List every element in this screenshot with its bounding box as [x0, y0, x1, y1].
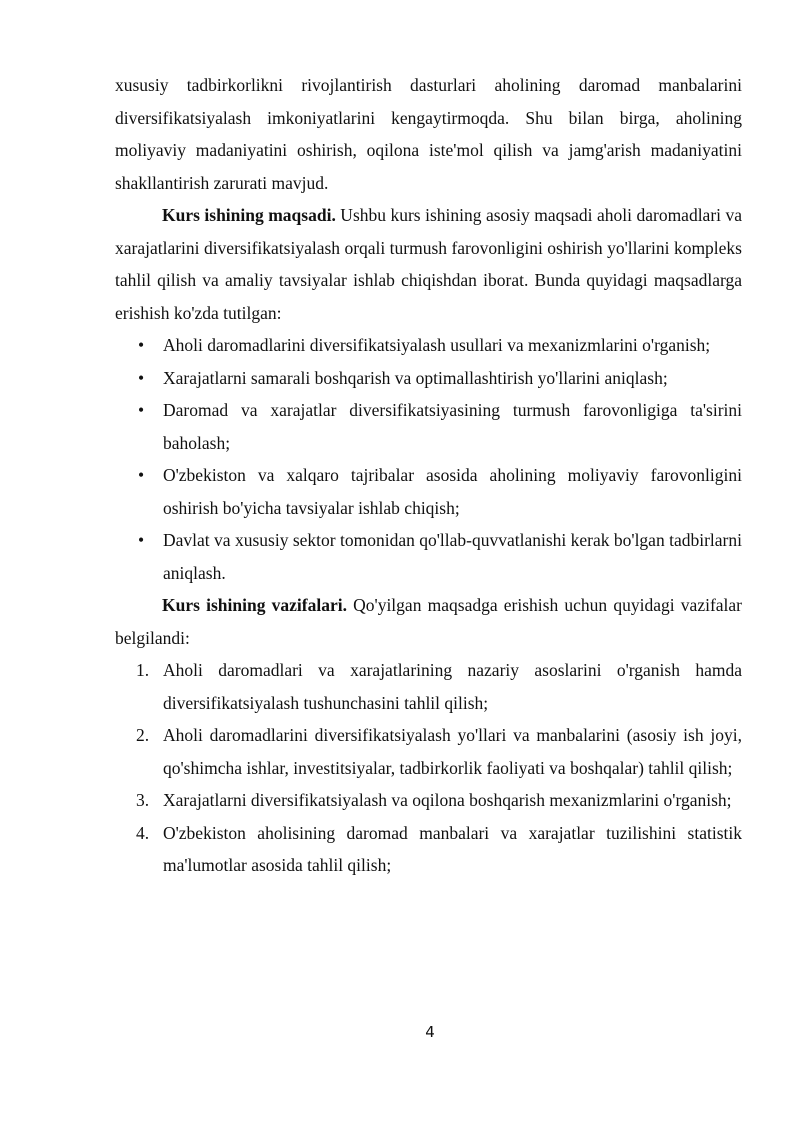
list-item	[115, 817, 742, 882]
list-item-text: Xarajatlarni diversifikatsiyalash va oqilona boshqarish mexanizmlarini o'rganish;	[163, 790, 732, 810]
list-item-text: O'zbekiston va xalqaro tajribalar asosida aholining moliyaviy farovonligini oshirish bo'yicha tavsiyalar ishlab chiqish;	[163, 465, 742, 518]
list-item-number: 2.	[136, 725, 150, 745]
tasks-numbered-list	[115, 654, 742, 882]
list-item-number: 1.	[136, 660, 150, 680]
list-item	[115, 459, 742, 524]
list-item-number: 3.	[136, 790, 150, 810]
bullet-icon: •	[138, 367, 145, 388]
list-item	[115, 784, 742, 817]
bullet-icon: •	[138, 465, 145, 485]
list-item	[115, 719, 742, 784]
list-item-text: O'zbekiston aholisining daromad manbalari va xarajatlar tuzilishini statistik ma'lumotlar asosida tahlil qilish;	[163, 822, 742, 875]
intro-paragraph: xususiy tadbirkorlikni rivojlantirish dasturlari aholining daromad manbalarini diversifikatsiyalash imkoniyatlarini kengaytirmoqda. Shu bilan birga, aholining moliyaviy madaniyatini oshirish, oqilona iste'mol qilish va jamg'arish madaniyatini shakllantirish zarurati mavjud.	[115, 75, 742, 193]
list-item-number: 4.	[136, 822, 150, 843]
list-item	[115, 362, 742, 395]
list-item-text: Daromad va xarajatlar diversifikatsiyasining turmush farovonligiga ta'sirini baholash;	[163, 400, 742, 453]
list-item-text: Aholi daromadlarini diversifikatsiyalash usullari va mexanizmlarini o'rganish;	[163, 335, 711, 355]
list-item-text: Xarajatlarni samarali boshqarish va optimallashtirish yo'llarini aniqlash;	[163, 367, 668, 388]
tasks-heading: Kurs ishining vazifalari.	[162, 595, 347, 615]
bullet-icon: •	[138, 400, 145, 420]
goal-text: Ushbu kurs ishining asosiy maqsadi aholi daromadlari va xarajatlarini diversifikatsiyalash orqali turmush farovonligini oshirish yo'llarini kompleks tahlil qilish va amaliy tavsiyalar ishlab chiqishdan iborat. Bunda quyidagi maqsadlarga erishish ko'zda tutilgan:	[115, 205, 743, 323]
list-item	[115, 329, 742, 362]
bullet-icon: •	[138, 530, 145, 550]
list-item	[115, 654, 742, 719]
list-item	[115, 394, 742, 459]
list-item	[115, 524, 742, 589]
document-page	[115, 69, 742, 882]
tasks-paragraph	[115, 589, 742, 654]
goal-heading: Kurs ishining maqsadi.	[162, 205, 336, 225]
bullet-icon: •	[138, 335, 145, 355]
list-item-text: Aholi daromadlari va xarajatlarining nazariy asoslarini o'rganish hamda diversifikatsiyalash tushunchasini tahlil qilish;	[163, 660, 742, 713]
tasks-text: Qo'yilgan maqsadga erishish uchun quyidagi vazifalar belgilandi:	[115, 595, 742, 648]
goal-paragraph	[115, 199, 742, 329]
list-item-text: Aholi daromadlarini diversifikatsiyalash yo'llari va manbalarini (asosiy ish joyi, qo'shimcha ishlar, investitsiyalar, tadbirkorlik faoliyati va boshqalar) tahlil qilish;	[163, 725, 742, 778]
goal-bullet-list	[115, 329, 742, 589]
list-item-text: Davlat va xususiy sektor tomonidan qo'llab-quvvatlanishi kerak bo'lgan tadbirlarni aniqlash.	[163, 530, 742, 583]
page-number: 4	[425, 1023, 435, 1041]
